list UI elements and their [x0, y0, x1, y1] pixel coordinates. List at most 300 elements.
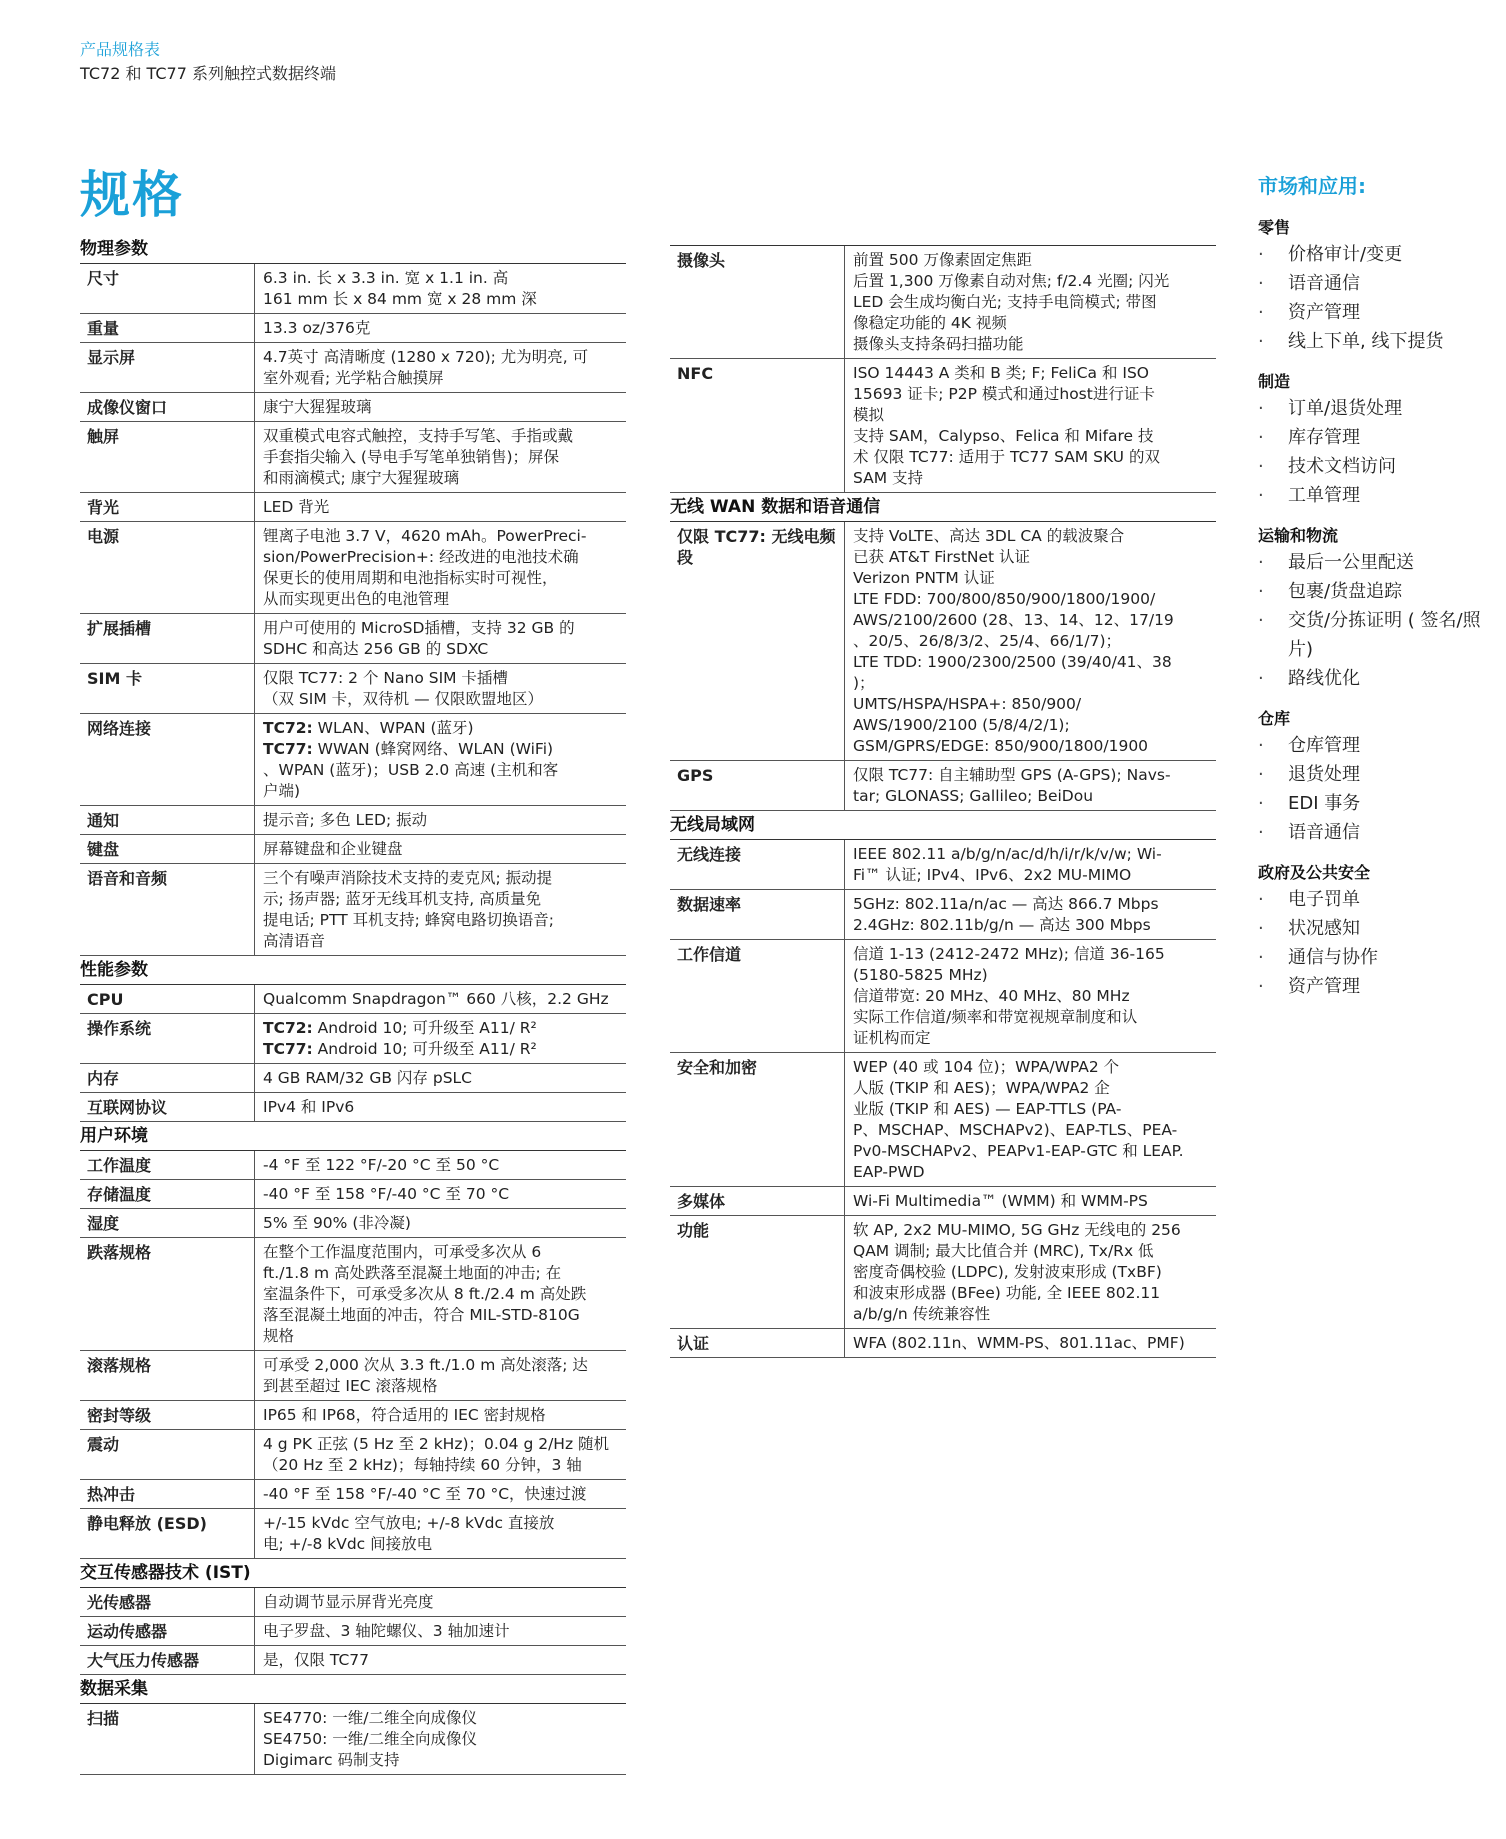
market-item-label: 价格审计/变更: [1288, 244, 1403, 265]
market-item: [1258, 885, 1498, 914]
market-group-title: 零售: [1258, 218, 1291, 237]
market-group: [1258, 370, 1498, 510]
spec-value-line: Pv0-MSCHAPv2、PEAPv1-EAP-GTC 和 LEAP.: [853, 1142, 1184, 1160]
spec-label: 大气压力传感器: [80, 1646, 255, 1674]
spec-value-line: 术 仅限 TC77: 适用于 TC77 SAM SKU 的双: [853, 448, 1160, 466]
spec-label: NFC: [670, 359, 845, 492]
spec-label: 功能: [670, 1216, 845, 1328]
spec-row: [80, 664, 626, 714]
market-item-label: 技术文档访问: [1288, 456, 1396, 477]
spec-value-line: 室温条件下，可承受多次从 8 ft./2.4 m 高处跌: [263, 1285, 587, 1303]
spec-row: [80, 522, 626, 614]
spec-value-line: 、WPAN (蓝牙)；USB 2.0 高速 (主机和客: [263, 761, 559, 779]
spec-label: 扩展插槽: [80, 614, 255, 663]
spec-section: [670, 811, 1216, 1358]
spec-value-line: SE4770: 一维/二维全向成像仪: [263, 1709, 477, 1727]
spec-value-line: 室外观看; 光学粘合触摸屏: [263, 369, 444, 387]
spec-value: [255, 1646, 626, 1674]
page-title: 规格: [80, 166, 184, 224]
spec-row: [80, 1430, 626, 1480]
spec-row: [80, 1704, 626, 1775]
spec-value-line: -4 °F 至 122 °F/-20 °C 至 50 °C: [263, 1156, 500, 1174]
spec-value-line: 提示音; 多色 LED; 振动: [263, 811, 428, 829]
spec-value: [255, 393, 626, 421]
market-item: [1258, 789, 1498, 818]
spec-value-line: 支持 SAM，Calypso、Felica 和 Mifare 技: [853, 427, 1154, 445]
spec-label: 无线连接: [670, 840, 845, 889]
spec-value: [255, 864, 626, 955]
spec-label: 数据速率: [670, 890, 845, 939]
spec-label: 触屏: [80, 422, 255, 492]
spec-row: [80, 1480, 626, 1509]
spec-label: 网络连接: [80, 714, 255, 805]
markets-sidebar: [1258, 172, 1498, 1015]
spec-row: [80, 714, 626, 806]
market-item-label: 交货/分拣证明 ( 签名/照片): [1288, 610, 1481, 660]
bullet-icon: ·: [1258, 244, 1264, 265]
spec-value-line: Fi™ 认证; IPv4、IPv6、2x2 MU-MIMO: [853, 866, 1132, 884]
spec-value-line: 户端): [263, 782, 301, 800]
market-item: [1258, 760, 1498, 789]
bullet-icon: ·: [1258, 918, 1264, 939]
spec-value-line: 4.7英寸 高清晰度 (1280 x 720); 尤为明亮, 可: [263, 348, 589, 366]
market-group: [1258, 707, 1498, 847]
spec-value: [255, 806, 626, 834]
spec-label: 静电释放 (ESD): [80, 1509, 255, 1558]
spec-section: [80, 235, 626, 956]
spec-value-line: LTE FDD: 700/800/850/900/1800/1900/: [853, 590, 1156, 608]
spec-row: [670, 1216, 1216, 1329]
spec-label: 跌落规格: [80, 1238, 255, 1350]
spec-value-line: EAP-PWD: [853, 1163, 925, 1181]
spec-label: 湿度: [80, 1209, 255, 1237]
spec-value: [255, 1509, 626, 1558]
spec-value-line: 支持 VoLTE、高达 3DL CA 的载波聚合: [853, 527, 1125, 545]
markets-groups: [1258, 216, 1498, 1001]
spec-section: [80, 1675, 626, 1775]
spec-row: [80, 422, 626, 493]
spec-section-title: 用户环境: [80, 1122, 626, 1151]
spec-row: [670, 246, 1216, 359]
spec-row: [80, 985, 626, 1014]
market-group: [1258, 861, 1498, 1001]
spec-value-line: TC72: WLAN、WPAN (蓝牙): [263, 719, 474, 737]
spec-value-line: 软 AP, 2x2 MU-MIMO, 5G GHz 无线电的 256: [853, 1221, 1181, 1239]
bullet-icon: ·: [1258, 976, 1264, 997]
spec-value: [845, 890, 1216, 939]
spec-label: 尺寸: [80, 264, 255, 313]
spec-label: 背光: [80, 493, 255, 521]
spec-value-line: (5180-5825 MHz): [853, 966, 988, 984]
bullet-icon: ·: [1258, 427, 1264, 448]
spec-value-line: 康宁大猩猩玻璃: [263, 398, 372, 416]
spec-row: [80, 393, 626, 422]
spec-value: [845, 1187, 1216, 1215]
spec-value-line: 电子罗盘、3 轴陀螺仪、3 轴加速计: [263, 1622, 510, 1640]
spec-row: [80, 343, 626, 393]
spec-row: [80, 1509, 626, 1559]
spec-label: 工作温度: [80, 1151, 255, 1179]
spec-value-line: )；: [853, 674, 875, 692]
spec-value-line: 5% 至 90% (非冷凝): [263, 1214, 411, 1232]
spec-section: [670, 493, 1216, 811]
spec-label: 工作信道: [670, 940, 845, 1052]
markets-title: 市场和应用:: [1258, 174, 1366, 198]
spec-row: [670, 761, 1216, 811]
spec-value-line: 和雨滴模式; 康宁大猩猩玻璃: [263, 469, 460, 487]
spec-row: [80, 1093, 626, 1122]
spec-value-line: ISO 14443 A 类和 B 类; F; FeliCa 和 ISO: [853, 364, 1150, 382]
spec-label: GPS: [670, 761, 845, 810]
spec-value-line: 用户可使用的 MicroSD插槽，支持 32 GB 的: [263, 619, 575, 637]
bullet-icon: ·: [1258, 764, 1264, 785]
bullet-icon: ·: [1258, 302, 1264, 323]
market-item-label: 线上下单, 线下提货: [1288, 331, 1444, 352]
spec-label: 语音和音频: [80, 864, 255, 955]
market-item: [1258, 269, 1498, 298]
market-item: [1258, 818, 1498, 847]
market-item-label: 库存管理: [1288, 427, 1360, 448]
market-group-title: 仓库: [1258, 709, 1291, 728]
spec-value-line: 实际工作信道/频率和带宽视规章制度和认: [853, 1008, 1138, 1026]
market-item-label: 工单管理: [1288, 485, 1360, 506]
market-item-label: 电子罚单: [1288, 889, 1360, 910]
market-group-title: 政府及公共安全: [1258, 863, 1371, 882]
spec-row: [670, 1329, 1216, 1358]
market-item: [1258, 972, 1498, 1001]
spec-row: [670, 840, 1216, 890]
spec-row: [670, 1187, 1216, 1216]
bullet-icon: ·: [1258, 398, 1264, 419]
spec-column-left: [80, 235, 626, 1775]
market-item: [1258, 731, 1498, 760]
spec-value: [255, 493, 626, 521]
market-item-label: 退货处理: [1288, 764, 1360, 785]
spec-value-line: WEP (40 或 104 位)；WPA/WPA2 个: [853, 1058, 1120, 1076]
market-item: [1258, 481, 1498, 510]
spec-value: [255, 614, 626, 663]
spec-value-line: IPv4 和 IPv6: [263, 1098, 355, 1116]
spec-value: [255, 714, 626, 805]
spec-value-line: TC77: WWAN (蜂窝网络、WLAN (WiFi): [263, 740, 554, 758]
spec-row: [80, 1180, 626, 1209]
spec-value-line: P、MSCHAP、MSCHAPv2)、EAP-TLS、PEA-: [853, 1121, 1178, 1139]
market-item: [1258, 664, 1498, 693]
spec-value: [845, 1329, 1216, 1357]
bullet-icon: ·: [1258, 947, 1264, 968]
spec-value-line: LED 背光: [263, 498, 330, 516]
spec-row: [670, 359, 1216, 493]
spec-row: [670, 522, 1216, 761]
spec-row: [80, 864, 626, 956]
spec-value: [845, 246, 1216, 358]
spec-value-line: 摄像头支持条码扫描功能: [853, 335, 1024, 353]
market-item-label: 通信与协作: [1288, 947, 1378, 968]
spec-value-line: IEEE 802.11 a/b/g/n/ac/d/h/i/r/k/v/w; Wi-: [853, 845, 1162, 863]
spec-row: [80, 806, 626, 835]
spec-value: [255, 522, 626, 613]
market-item-label: 语音通信: [1288, 273, 1360, 294]
spec-value-line: 和波束形成器 (BFee) 功能, 全 IEEE 802.11: [853, 1284, 1161, 1302]
spec-value-line: -40 °F 至 158 °F/-40 °C 至 70 °C: [263, 1185, 510, 1203]
spec-row: [80, 493, 626, 522]
spec-value-line: sion/PowerPrecision+: 经改进的电池技术确: [263, 548, 579, 566]
spec-section-title: 数据采集: [80, 1675, 626, 1704]
spec-row: [670, 940, 1216, 1053]
market-item: [1258, 327, 1498, 356]
market-item: [1258, 606, 1498, 664]
spec-value-line: 161 mm 长 x 84 mm 宽 x 28 mm 深: [263, 290, 537, 308]
bullet-icon: ·: [1258, 273, 1264, 294]
spec-label: 操作系统: [80, 1014, 255, 1063]
market-item: [1258, 240, 1498, 269]
spec-value-line: 从而实现更出色的电池管理: [263, 590, 450, 608]
market-item-label: 包裹/货盘追踪: [1288, 581, 1403, 602]
spec-value-line: tar; GLONASS; Gallileo; BeiDou: [853, 787, 1094, 805]
spec-value-line: Verizon PNTM 认证: [853, 569, 995, 587]
spec-value-line: 信道带宽: 20 MHz、40 MHz、80 MHz: [853, 987, 1130, 1005]
spec-value: [255, 1351, 626, 1400]
spec-label: 重量: [80, 314, 255, 342]
spec-row: [80, 835, 626, 864]
spec-section-title: 无线局域网: [670, 811, 1216, 840]
spec-label: 存储温度: [80, 1180, 255, 1208]
spec-value: [255, 835, 626, 863]
market-item-label: 最后一公里配送: [1288, 552, 1414, 573]
bullet-icon: ·: [1258, 581, 1264, 602]
spec-label: 认证: [670, 1329, 845, 1357]
spec-label: 运动传感器: [80, 1617, 255, 1645]
spec-value-line: ft./1.8 m 高处跌落至混凝土地面的冲击; 在: [263, 1264, 562, 1282]
spec-row: [80, 1351, 626, 1401]
spec-value: [255, 314, 626, 342]
spec-section: [80, 956, 626, 1122]
spec-value-line: 4 g PK 正弦 (5 Hz 至 2 kHz)；0.04 g 2/Hz 随机: [263, 1435, 610, 1453]
bullet-icon: ·: [1258, 456, 1264, 477]
spec-value: [255, 1430, 626, 1479]
spec-value: [845, 1053, 1216, 1186]
spec-value-line: 是，仅限 TC77: [263, 1651, 370, 1669]
spec-value: [255, 1014, 626, 1063]
spec-label: 电源: [80, 522, 255, 613]
spec-value: [255, 1180, 626, 1208]
bullet-icon: ·: [1258, 735, 1264, 756]
spec-value-line: 5GHz: 802.11a/n/ac — 高达 866.7 Mbps: [853, 895, 1159, 913]
spec-row: [80, 1209, 626, 1238]
bullet-icon: ·: [1258, 793, 1264, 814]
spec-value-line: 规格: [263, 1327, 295, 1345]
spec-value: [255, 985, 626, 1013]
market-item-label: 语音通信: [1288, 822, 1360, 843]
market-group-title: 制造: [1258, 372, 1291, 391]
spec-value: [255, 1704, 626, 1774]
spec-value-line: SAM 支持: [853, 469, 924, 487]
spec-label: 热冲击: [80, 1480, 255, 1508]
spec-value-line: 证机构而定: [853, 1029, 931, 1047]
spec-value-line: 13.3 oz/376克: [263, 319, 371, 337]
spec-value-line: 15693 证卡; P2P 模式和通过host进行证卡: [853, 385, 1155, 403]
market-group: [1258, 524, 1498, 693]
spec-value-line: GSM/GPRS/EDGE: 850/900/1800/1900: [853, 737, 1149, 755]
market-item-label: 路线优化: [1288, 668, 1360, 689]
spec-row: [80, 1014, 626, 1064]
spec-value-line: 后置 1,300 万像素自动对焦; f/2.4 光圈; 闪光: [853, 272, 1170, 290]
spec-value-line: 已获 AT&T FirstNet 认证: [853, 548, 1031, 566]
spec-value: [845, 840, 1216, 889]
spec-value: [255, 264, 626, 313]
spec-value-line: 信道 1-13 (2412-2472 MHz); 信道 36-165: [853, 945, 1165, 963]
spec-row: [80, 1588, 626, 1617]
spec-column-middle: [670, 245, 1216, 1358]
spec-value-line: 4 GB RAM/32 GB 闪存 pSLC: [263, 1069, 472, 1087]
spec-value-line: 锂离子电池 3.7 V，4620 mAh。PowerPreci-: [263, 527, 587, 545]
spec-value: [255, 343, 626, 392]
spec-value: [845, 940, 1216, 1052]
market-group: [1258, 216, 1498, 356]
bullet-icon: ·: [1258, 668, 1264, 689]
spec-section-title: 性能参数: [80, 956, 626, 985]
spec-value-line: 业版 (TKIP 和 AES) — EAP-TTLS (PA-: [853, 1100, 1122, 1118]
market-item: [1258, 394, 1498, 423]
spec-label: 键盘: [80, 835, 255, 863]
market-item: [1258, 577, 1498, 606]
spec-value: [845, 1216, 1216, 1328]
spec-value: [845, 522, 1216, 760]
spec-value-line: +/-15 kVdc 空气放电; +/-8 kVdc 直接放: [263, 1514, 555, 1532]
spec-row: [80, 614, 626, 664]
spec-value-line: 仅限 TC77: 自主辅助型 GPS (A-GPS); Navs-: [853, 766, 1171, 784]
market-item: [1258, 943, 1498, 972]
market-item-label: EDI 事务: [1288, 793, 1361, 814]
spec-value-line: 像稳定功能的 4K 视频: [853, 314, 1007, 332]
market-item: [1258, 298, 1498, 327]
doc-kicker: 产品规格表: [80, 40, 161, 59]
bullet-icon: ·: [1258, 822, 1264, 843]
spec-label: 密封等级: [80, 1401, 255, 1429]
spec-value: [845, 359, 1216, 492]
spec-value-line: 落至混凝土地面的冲击，符合 MIL-STD-810G: [263, 1306, 580, 1324]
spec-label: 扫描: [80, 1704, 255, 1774]
bullet-icon: ·: [1258, 889, 1264, 910]
spec-value-line: （20 Hz 至 2 kHz)；每轴持续 60 分钟，3 轴: [263, 1456, 582, 1474]
spec-label: 滚落规格: [80, 1351, 255, 1400]
spec-value-line: 人版 (TKIP 和 AES)；WPA/WPA2 企: [853, 1079, 1110, 1097]
spec-value-line: （双 SIM 卡，双待机 — 仅限欧盟地区）: [263, 690, 543, 708]
spec-label: SIM 卡: [80, 664, 255, 713]
spec-label: 通知: [80, 806, 255, 834]
spec-label: 互联网协议: [80, 1093, 255, 1121]
spec-value-line: TC77: Android 10; 可升级至 A11/ R²: [263, 1040, 537, 1058]
spec-value-line: 保更长的使用周期和电池指标实时可视性，: [263, 569, 558, 587]
spec-value-line: 提电话; PTT 耳机支持; 蜂窝电路切换语音;: [263, 911, 554, 929]
spec-row: [670, 890, 1216, 940]
spec-value: [255, 1401, 626, 1429]
spec-value: [255, 1151, 626, 1179]
spec-value: [845, 761, 1216, 810]
spec-value-line: 6.3 in. 长 x 3.3 in. 宽 x 1.1 in. 高: [263, 269, 509, 287]
spec-value-line: a/b/g/n 传统兼容性: [853, 1305, 991, 1323]
market-item-label: 订单/退货处理: [1288, 398, 1403, 419]
spec-value-line: SE4750: 一维/二维全向成像仪: [263, 1730, 477, 1748]
spec-value-line: 仅限 TC77: 2 个 Nano SIM 卡插槽: [263, 669, 508, 687]
spec-value-line: 高清语音: [263, 932, 326, 950]
spec-value: [255, 1093, 626, 1121]
spec-value-line: 2.4GHz: 802.11b/g/n — 高达 300 Mbps: [853, 916, 1151, 934]
bullet-icon: ·: [1258, 331, 1264, 352]
spec-value-line: SDHC 和高达 256 GB 的 SDXC: [263, 640, 489, 658]
spec-section: [80, 1559, 626, 1675]
market-item: [1258, 548, 1498, 577]
spec-value-line: 自动调节显示屏背光亮度: [263, 1593, 434, 1611]
spec-value-line: 手套指尖输入 (导电手写笔单独销售)；屏保: [263, 448, 560, 466]
spec-value-line: 屏幕键盘和企业键盘: [263, 840, 403, 858]
spec-row: [80, 1401, 626, 1430]
spec-value: [255, 1064, 626, 1092]
spec-value-line: 、20/5、26/8/3/2、25/4、66/1/7)；: [853, 632, 1122, 650]
spec-value-line: 电; +/-8 kVdc 间接放电: [263, 1535, 433, 1553]
spec-row: [80, 264, 626, 314]
spec-label: 安全和加密: [670, 1053, 845, 1186]
spec-row: [80, 314, 626, 343]
market-item-label: 状况感知: [1288, 918, 1360, 939]
spec-label: 震动: [80, 1430, 255, 1479]
spec-label: 内存: [80, 1064, 255, 1092]
spec-label: 摄像头: [670, 246, 845, 358]
spec-value: [255, 1238, 626, 1350]
spec-value: [255, 1617, 626, 1645]
spec-section-title: 物理参数: [80, 235, 626, 264]
bullet-icon: ·: [1258, 610, 1264, 631]
spec-value-line: AWS/1900/2100 (5/8/4/2/1);: [853, 716, 1070, 734]
spec-value-line: 示; 扬声器; 蓝牙无线耳机支持, 高质量免: [263, 890, 542, 908]
spec-value-line: Qualcomm Snapdragon™ 660 八核，2.2 GHz: [263, 990, 609, 1008]
market-item: [1258, 423, 1498, 452]
spec-value-line: IP65 和 IP68，符合适用的 IEC 密封规格: [263, 1406, 546, 1424]
spec-value-line: 密度奇偶校验 (LDPC), 发射波束形成 (TxBF): [853, 1263, 1162, 1281]
spec-row: [80, 1064, 626, 1093]
spec-row: [80, 1646, 626, 1675]
spec-label: 光传感器: [80, 1588, 255, 1616]
spec-value: [255, 664, 626, 713]
spec-row: [80, 1617, 626, 1646]
spec-value-line: 模拟: [853, 406, 885, 424]
spec-row: [80, 1238, 626, 1351]
spec-value-line: LED 会生成均衡白光; 支持手电筒模式; 带图: [853, 293, 1157, 311]
spec-value-line: Digimarc 码制支持: [263, 1751, 400, 1769]
spec-label: 多媒体: [670, 1187, 845, 1215]
spec-label: 显示屏: [80, 343, 255, 392]
spec-value-line: 到甚至超过 IEC 滚落规格: [263, 1377, 438, 1395]
spec-value-line: AWS/2100/2600 (28、13、14、12、17/19: [853, 611, 1174, 629]
doc-title: TC72 和 TC77 系列触控式数据终端: [80, 64, 336, 83]
spec-value-line: 三个有噪声消除技术支持的麦克风; 振动提: [263, 869, 553, 887]
market-item-label: 资产管理: [1288, 976, 1360, 997]
spec-section-title: 交互传感器技术 (IST): [80, 1559, 626, 1588]
spec-section: [80, 1122, 626, 1559]
spec-value-line: LTE TDD: 1900/2300/2500 (39/40/41、38: [853, 653, 1172, 671]
market-item: [1258, 452, 1498, 481]
spec-section: [670, 245, 1216, 493]
spec-section-title: 无线 WAN 数据和语音通信: [670, 493, 1216, 522]
spec-value-line: 前置 500 万像素固定焦距: [853, 251, 1032, 269]
spec-value-line: 可承受 2,000 次从 3.3 ft./1.0 m 高处滚落; 达: [263, 1356, 588, 1374]
market-item: [1258, 914, 1498, 943]
spec-label: 仅限 TC77: 无线电频段: [670, 522, 845, 760]
spec-value-line: Wi-Fi Multimedia™ (WMM) 和 WMM-PS: [853, 1192, 1148, 1210]
market-item-label: 仓库管理: [1288, 735, 1360, 756]
spec-value-line: QAM 调制; 最大比值合并 (MRC), Tx/Rx 低: [853, 1242, 1154, 1260]
spec-value: [255, 1480, 626, 1508]
